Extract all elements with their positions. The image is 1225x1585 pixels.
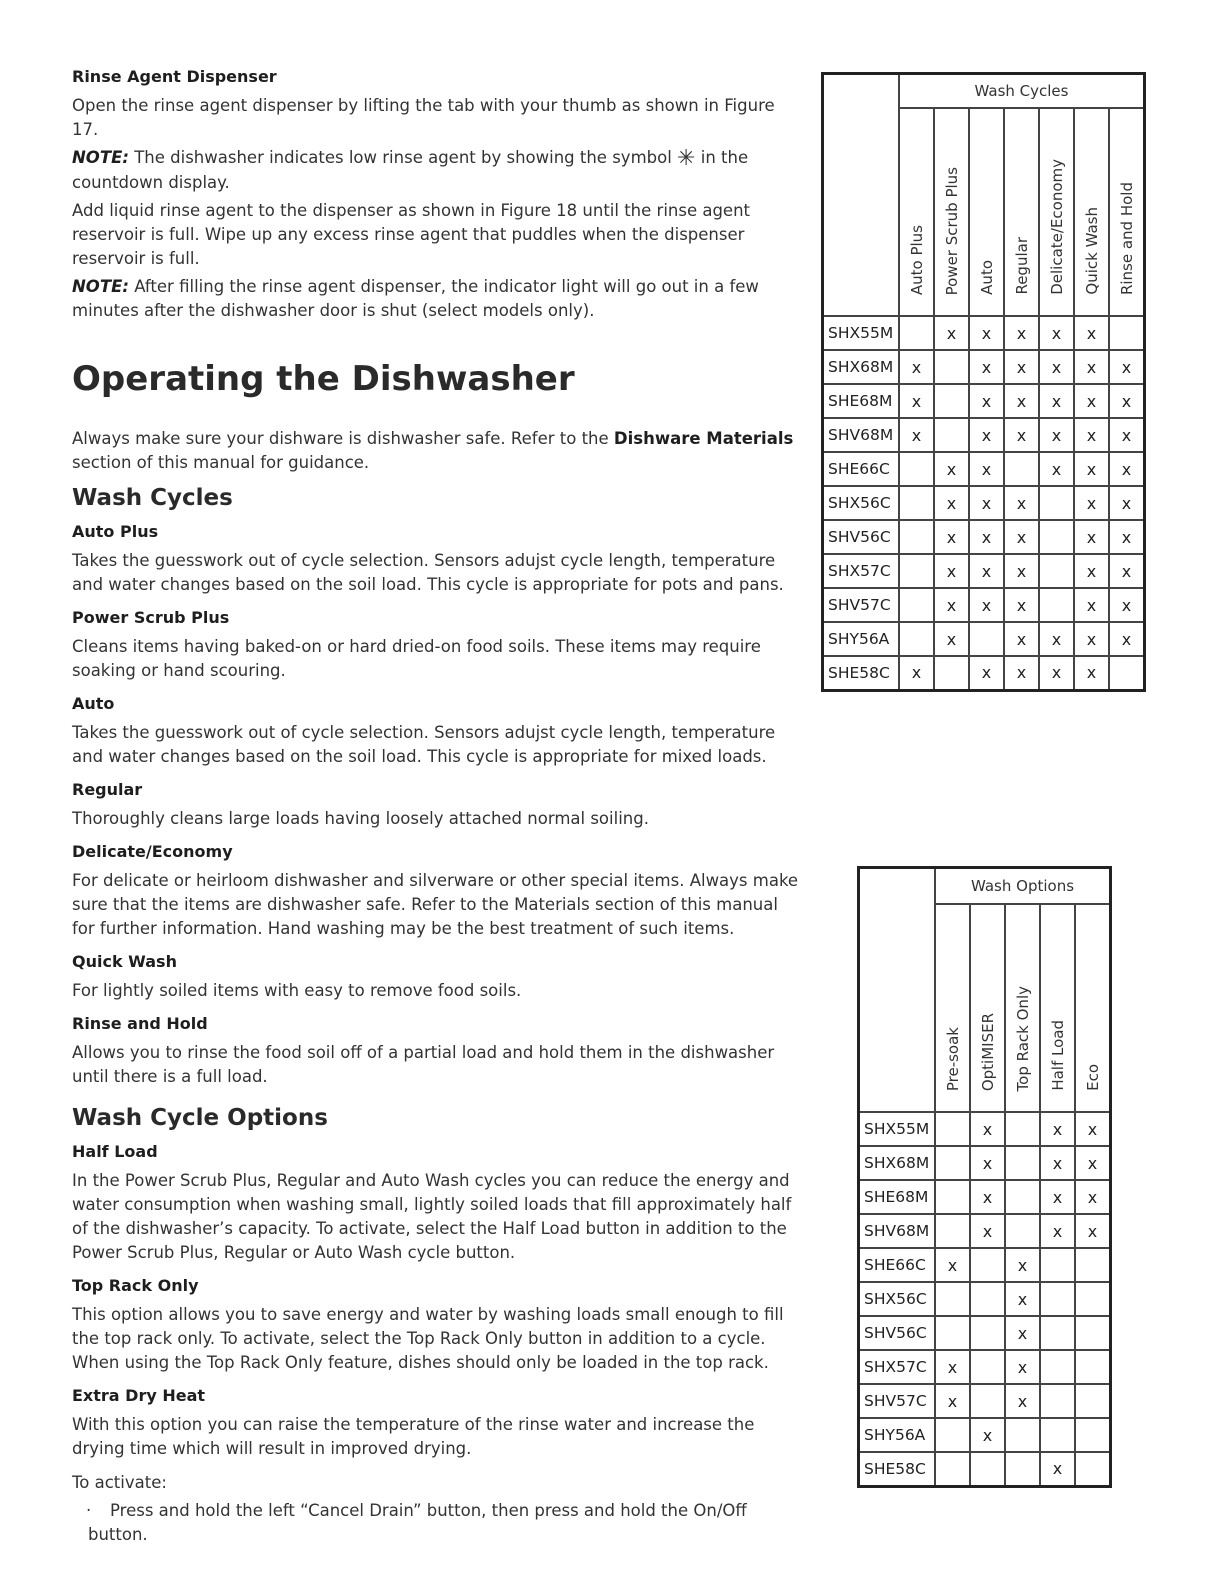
column-header-label: OptiMISER xyxy=(978,1012,997,1091)
feature-cell: x xyxy=(969,520,1004,554)
table-row xyxy=(823,316,1145,350)
feature-cell xyxy=(935,1316,970,1350)
feature-cell xyxy=(935,1418,970,1452)
column-header xyxy=(1109,108,1145,316)
activate-label: To activate: xyxy=(72,1473,167,1492)
feature-cell: x xyxy=(934,452,969,486)
table-row xyxy=(859,1180,1111,1214)
model-name-cell: SHV57C xyxy=(859,1384,936,1418)
rinse-agent-heading: Rinse Agent Dispenser xyxy=(72,67,277,86)
feature-cell: x xyxy=(1075,1180,1111,1214)
rinse-agent-note-1 xyxy=(72,146,802,195)
subsection-text: In the Power Scrub Plus, Regular and Auto Wash cycles you can reduce the energy and water consumption when washing small, lightly soiled loads that fill approximately half of the dishwasher’s capacity. To activate, select the Half Load button in addition to the Power Scrub Plus, Regular or Auto Wash cycle button. xyxy=(72,1171,792,1262)
intro-bold-reference: Dishware Materials xyxy=(613,429,794,448)
feature-cell xyxy=(1005,1180,1040,1214)
table-row xyxy=(823,656,1145,690)
feature-cell xyxy=(970,1452,1005,1486)
table-row xyxy=(823,520,1145,554)
column-header-label: Auto xyxy=(977,260,996,295)
feature-cell: x xyxy=(1004,622,1039,656)
feature-cell xyxy=(899,316,934,350)
feature-cell: x xyxy=(1005,1350,1040,1384)
feature-cell xyxy=(1040,1282,1075,1316)
table-group-header: Wash Cycles xyxy=(899,74,1145,109)
table-row xyxy=(859,1282,1111,1316)
column-header xyxy=(969,108,1004,316)
feature-cell: x xyxy=(1039,656,1074,690)
feature-cell: x xyxy=(1040,1112,1075,1146)
model-name-cell: SHE68M xyxy=(859,1180,936,1214)
bullet-text: Press and hold the left “Cancel Drain” button, then press and hold the On/Off button. xyxy=(88,1501,747,1544)
feature-cell: x xyxy=(1004,384,1039,418)
table-row xyxy=(823,418,1145,452)
feature-cell: x xyxy=(1074,554,1109,588)
feature-cell: x xyxy=(899,350,934,384)
model-name-cell: SHX57C xyxy=(859,1350,936,1384)
column-header-label: Delicate/Economy xyxy=(1047,159,1066,295)
feature-cell xyxy=(970,1282,1005,1316)
model-name-cell: SHY56A xyxy=(859,1418,936,1452)
subsection-text: Allows you to rinse the food soil off of a partial load and hold them in the dishwasher until there is a full load. xyxy=(72,1043,775,1086)
feature-cell xyxy=(899,452,934,486)
intro-text: Always make sure your dishware is dishwasher safe. Refer to the xyxy=(72,429,609,448)
feature-cell: x xyxy=(970,1180,1005,1214)
bullet-item xyxy=(72,1499,802,1547)
subsection-text: For lightly soiled items with easy to remove food soils. xyxy=(72,981,522,1000)
section-title: Operating the Dishwasher xyxy=(72,359,575,399)
column-header-label: Pre-soak xyxy=(943,1026,962,1091)
subsection-text: This option allows you to save energy and water by washing loads small enough to fill the top rack only. To activate, select the Top Rack Only button in addition to a cycle. When using the Top Rack Only feature, dishes should only be loaded in the top rack. xyxy=(72,1305,784,1372)
feature-cell: x xyxy=(1109,520,1145,554)
feature-cell xyxy=(934,418,969,452)
model-name-cell: SHY56A xyxy=(823,622,900,656)
column-header xyxy=(1075,904,1111,1112)
column-header-label: Rinse and Hold xyxy=(1117,181,1136,295)
feature-cell xyxy=(1075,1316,1111,1350)
feature-cell: x xyxy=(1004,486,1039,520)
note-text: in the countdown display. xyxy=(72,148,749,192)
feature-cell: x xyxy=(935,1350,970,1384)
rinse-agent-paragraph-1: Open the rinse agent dispenser by lifting the tab with your thumb as shown in Figure 17. xyxy=(72,96,775,139)
feature-cell: x xyxy=(1039,418,1074,452)
feature-cell xyxy=(1004,452,1039,486)
column-header-label: Auto Plus xyxy=(907,224,926,295)
note-label: NOTE: xyxy=(72,277,129,296)
table-row xyxy=(859,1350,1111,1384)
feature-cell: x xyxy=(1109,418,1145,452)
feature-cell: x xyxy=(1040,1180,1075,1214)
subsection-heading: Extra Dry Heat xyxy=(72,1386,206,1405)
feature-cell xyxy=(1039,520,1074,554)
column-header xyxy=(934,108,969,316)
feature-cell: x xyxy=(899,418,934,452)
intro-text: section of this manual for guidance. xyxy=(72,453,370,472)
subsection-heading: Half Load xyxy=(72,1142,158,1161)
spacer xyxy=(72,1093,802,1099)
subsection-text: For delicate or heirloom dishwasher and silverware or other special items. Always make sure that the items are dishwasher safe. Refer to the Materials section of this manual for further information. Hand washing may be the best treatment of such items. xyxy=(72,871,799,938)
subsection-heading: Power Scrub Plus xyxy=(72,608,230,627)
feature-cell xyxy=(970,1316,1005,1350)
feature-cell: x xyxy=(1074,384,1109,418)
feature-cell xyxy=(969,622,1004,656)
feature-cell: x xyxy=(934,622,969,656)
feature-cell xyxy=(1005,1418,1040,1452)
column-header xyxy=(1004,108,1039,316)
column-header-label: Eco xyxy=(1083,1064,1102,1091)
feature-cell: x xyxy=(1005,1282,1040,1316)
feature-cell: x xyxy=(899,384,934,418)
feature-cell: x xyxy=(1004,418,1039,452)
column-header xyxy=(970,904,1005,1112)
table-group-header: Wash Options xyxy=(935,868,1111,905)
model-name-cell: SHX57C xyxy=(823,554,900,588)
table-row xyxy=(859,1418,1111,1452)
feature-cell xyxy=(970,1384,1005,1418)
feature-cell: x xyxy=(1004,520,1039,554)
wash-options-table xyxy=(857,866,1112,1488)
model-name-cell: SHE58C xyxy=(823,656,900,690)
table-row xyxy=(823,384,1145,418)
feature-cell xyxy=(935,1112,970,1146)
model-name-cell: SHV68M xyxy=(859,1214,936,1248)
feature-cell: x xyxy=(970,1418,1005,1452)
feature-cell: x xyxy=(1074,350,1109,384)
feature-cell: x xyxy=(1039,452,1074,486)
feature-cell xyxy=(1005,1452,1040,1486)
feature-cell: x xyxy=(1005,1316,1040,1350)
wash-cycles-heading: Wash Cycles xyxy=(72,485,233,511)
model-name-cell: SHV68M xyxy=(823,418,900,452)
feature-cell xyxy=(899,520,934,554)
column-header xyxy=(1074,108,1109,316)
feature-cell: x xyxy=(934,588,969,622)
feature-cell: x xyxy=(1109,554,1145,588)
model-name-cell: SHX68M xyxy=(859,1146,936,1180)
feature-cell: x xyxy=(934,554,969,588)
feature-cell: x xyxy=(1074,588,1109,622)
feature-cell: x xyxy=(970,1112,1005,1146)
feature-cell: x xyxy=(1040,1214,1075,1248)
table-row xyxy=(859,1384,1111,1418)
feature-cell xyxy=(1039,554,1074,588)
feature-cell: x xyxy=(969,384,1004,418)
feature-cell: x xyxy=(1109,384,1145,418)
feature-cell xyxy=(935,1180,970,1214)
feature-cell: x xyxy=(1075,1112,1111,1146)
note-label: NOTE: xyxy=(72,148,129,167)
table-row xyxy=(859,1146,1111,1180)
feature-cell: x xyxy=(1039,350,1074,384)
feature-cell xyxy=(935,1146,970,1180)
feature-cell xyxy=(1040,1418,1075,1452)
feature-cell: x xyxy=(969,486,1004,520)
model-name-cell: SHX68M xyxy=(823,350,900,384)
column-header xyxy=(899,108,934,316)
subsection-heading: Delicate/Economy xyxy=(72,842,233,861)
feature-cell: x xyxy=(935,1248,970,1282)
model-name-cell: SHE58C xyxy=(859,1452,936,1486)
feature-cell: x xyxy=(1004,656,1039,690)
model-name-cell: SHX56C xyxy=(823,486,900,520)
table-header-row xyxy=(859,868,1111,905)
feature-cell: x xyxy=(1109,622,1145,656)
model-name-cell: SHE66C xyxy=(823,452,900,486)
feature-cell xyxy=(970,1248,1005,1282)
feature-cell xyxy=(899,588,934,622)
feature-cell xyxy=(1040,1384,1075,1418)
feature-cell xyxy=(899,486,934,520)
table-row xyxy=(859,1316,1111,1350)
feature-cell xyxy=(1075,1384,1111,1418)
table-row xyxy=(823,588,1145,622)
feature-cell: x xyxy=(969,418,1004,452)
feature-cell xyxy=(1005,1146,1040,1180)
feature-cell xyxy=(935,1282,970,1316)
column-header-label: Regular xyxy=(1012,237,1031,295)
table-corner xyxy=(859,868,936,1113)
model-name-cell: SHE66C xyxy=(859,1248,936,1282)
model-name-cell: SHX55M xyxy=(859,1112,936,1146)
feature-cell: x xyxy=(934,316,969,350)
column-header-label: Half Load xyxy=(1048,1020,1067,1091)
feature-cell: x xyxy=(1074,452,1109,486)
operating-intro xyxy=(72,427,802,475)
feature-cell: x xyxy=(1074,316,1109,350)
feature-cell xyxy=(1039,486,1074,520)
feature-cell xyxy=(1005,1214,1040,1248)
subsection-heading: Rinse and Hold xyxy=(72,1014,208,1033)
column-header-label: Quick Wash xyxy=(1082,207,1101,295)
feature-cell xyxy=(934,656,969,690)
subsection-text: With this option you can raise the temperature of the rinse water and increase the drying time which will result in improved drying. xyxy=(72,1415,755,1458)
feature-cell xyxy=(934,384,969,418)
column-header-label: Top Rack Only xyxy=(1013,985,1032,1091)
note-text: The dishwasher indicates low rinse agent by showing the symbol xyxy=(134,148,672,167)
feature-cell: x xyxy=(969,656,1004,690)
feature-cell: x xyxy=(969,588,1004,622)
feature-cell xyxy=(1075,1350,1111,1384)
rinse-agent-paragraph-2: Add liquid rinse agent to the dispenser as shown in Figure 18 until the rinse agent reservoir is full. Wipe up any excess rinse agent that puddles when the dispenser reservoir is full. xyxy=(72,201,751,268)
model-name-cell: SHX56C xyxy=(859,1282,936,1316)
feature-cell: x xyxy=(1004,588,1039,622)
table-row xyxy=(823,350,1145,384)
subsection-heading: Quick Wash xyxy=(72,952,177,971)
model-name-cell: SHV56C xyxy=(823,520,900,554)
low-rinse-agent-symbol-icon: ✳ xyxy=(677,146,696,171)
feature-cell: x xyxy=(1109,452,1145,486)
model-name-cell: SHV57C xyxy=(823,588,900,622)
feature-cell xyxy=(935,1452,970,1486)
feature-cell: x xyxy=(1074,418,1109,452)
feature-cell xyxy=(934,350,969,384)
wash-cycle-options-list xyxy=(72,1141,802,1471)
feature-cell: x xyxy=(970,1214,1005,1248)
column-header-label: Power Scrub Plus xyxy=(942,166,961,295)
feature-cell: x xyxy=(970,1146,1005,1180)
wash-cycles-table xyxy=(821,72,1146,692)
feature-cell: x xyxy=(1109,486,1145,520)
subsection-text: Cleans items having baked-on or hard dried-on food soils. These items may require soaking or hand scouring. xyxy=(72,637,761,680)
feature-cell: x xyxy=(1005,1248,1040,1282)
feature-cell xyxy=(1005,1112,1040,1146)
feature-cell xyxy=(1039,588,1074,622)
wash-cycles-list xyxy=(72,521,802,1099)
table-row xyxy=(823,452,1145,486)
model-name-cell: SHX55M xyxy=(823,316,900,350)
feature-cell: x xyxy=(1005,1384,1040,1418)
feature-cell xyxy=(1040,1248,1075,1282)
feature-cell xyxy=(1109,656,1145,690)
feature-cell: x xyxy=(1075,1146,1111,1180)
feature-cell xyxy=(1075,1282,1111,1316)
table-row xyxy=(859,1452,1111,1486)
subsection-heading: Auto xyxy=(72,694,115,713)
feature-cell xyxy=(935,1214,970,1248)
feature-cell: x xyxy=(1074,656,1109,690)
table-row xyxy=(823,486,1145,520)
table-row xyxy=(823,554,1145,588)
subsection-text: Takes the guesswork out of cycle selection. Sensors adujst cycle length, temperature and water changes based on the soil load. This cycle is appropriate for pots and pans. xyxy=(72,551,784,594)
feature-cell xyxy=(899,622,934,656)
column-header xyxy=(1005,904,1040,1112)
manual-text-column xyxy=(72,66,802,1547)
subsection-heading: Regular xyxy=(72,780,143,799)
subsection-heading: Auto Plus xyxy=(72,522,159,541)
feature-cell: x xyxy=(1075,1214,1111,1248)
feature-cell: x xyxy=(969,452,1004,486)
feature-cell: x xyxy=(1039,622,1074,656)
feature-cell xyxy=(899,554,934,588)
feature-cell: x xyxy=(1074,486,1109,520)
feature-cell: x xyxy=(1039,384,1074,418)
feature-cell: x xyxy=(969,554,1004,588)
table-corner xyxy=(823,74,900,317)
feature-cell: x xyxy=(969,316,1004,350)
feature-cell: x xyxy=(934,486,969,520)
feature-cell: x xyxy=(934,520,969,554)
feature-cell xyxy=(1075,1418,1111,1452)
feature-cell xyxy=(1075,1452,1111,1486)
feature-cell xyxy=(1040,1350,1075,1384)
note-text: After filling the rinse agent dispenser, the indicator light will go out in a few minutes after the dishwasher door is shut (select models only). xyxy=(72,277,759,320)
wash-cycle-options-heading: Wash Cycle Options xyxy=(72,1105,328,1131)
rinse-agent-note-2 xyxy=(72,275,802,323)
subsection-heading: Top Rack Only xyxy=(72,1276,199,1295)
feature-cell: x xyxy=(1040,1452,1075,1486)
table-row xyxy=(859,1248,1111,1282)
column-header xyxy=(1039,108,1074,316)
table-row xyxy=(823,622,1145,656)
feature-cell xyxy=(970,1350,1005,1384)
feature-cell xyxy=(1109,316,1145,350)
subsection-text: Thoroughly cleans large loads having loosely attached normal soiling. xyxy=(72,809,649,828)
feature-cell: x xyxy=(899,656,934,690)
feature-cell: x xyxy=(1004,350,1039,384)
bullet-marker: · xyxy=(86,1501,92,1520)
feature-cell: x xyxy=(1040,1146,1075,1180)
column-header xyxy=(935,904,970,1112)
feature-cell: x xyxy=(935,1384,970,1418)
subsection-text: Takes the guesswork out of cycle selection. Sensors adujst cycle length, temperature and water changes based on the soil load. This cycle is appropriate for mixed loads. xyxy=(72,723,776,766)
feature-cell xyxy=(1040,1316,1075,1350)
feature-cell: x xyxy=(1109,588,1145,622)
model-name-cell: SHE68M xyxy=(823,384,900,418)
feature-cell: x xyxy=(1074,520,1109,554)
feature-cell: x xyxy=(1109,350,1145,384)
column-header xyxy=(1040,904,1075,1112)
table-row xyxy=(859,1112,1111,1146)
table-row xyxy=(859,1214,1111,1248)
feature-cell: x xyxy=(1074,622,1109,656)
feature-cell: x xyxy=(969,350,1004,384)
feature-cell: x xyxy=(1004,554,1039,588)
feature-cell: x xyxy=(1039,316,1074,350)
feature-cell xyxy=(1075,1248,1111,1282)
model-name-cell: SHV56C xyxy=(859,1316,936,1350)
table-header-row xyxy=(823,74,1145,109)
feature-cell: x xyxy=(1004,316,1039,350)
